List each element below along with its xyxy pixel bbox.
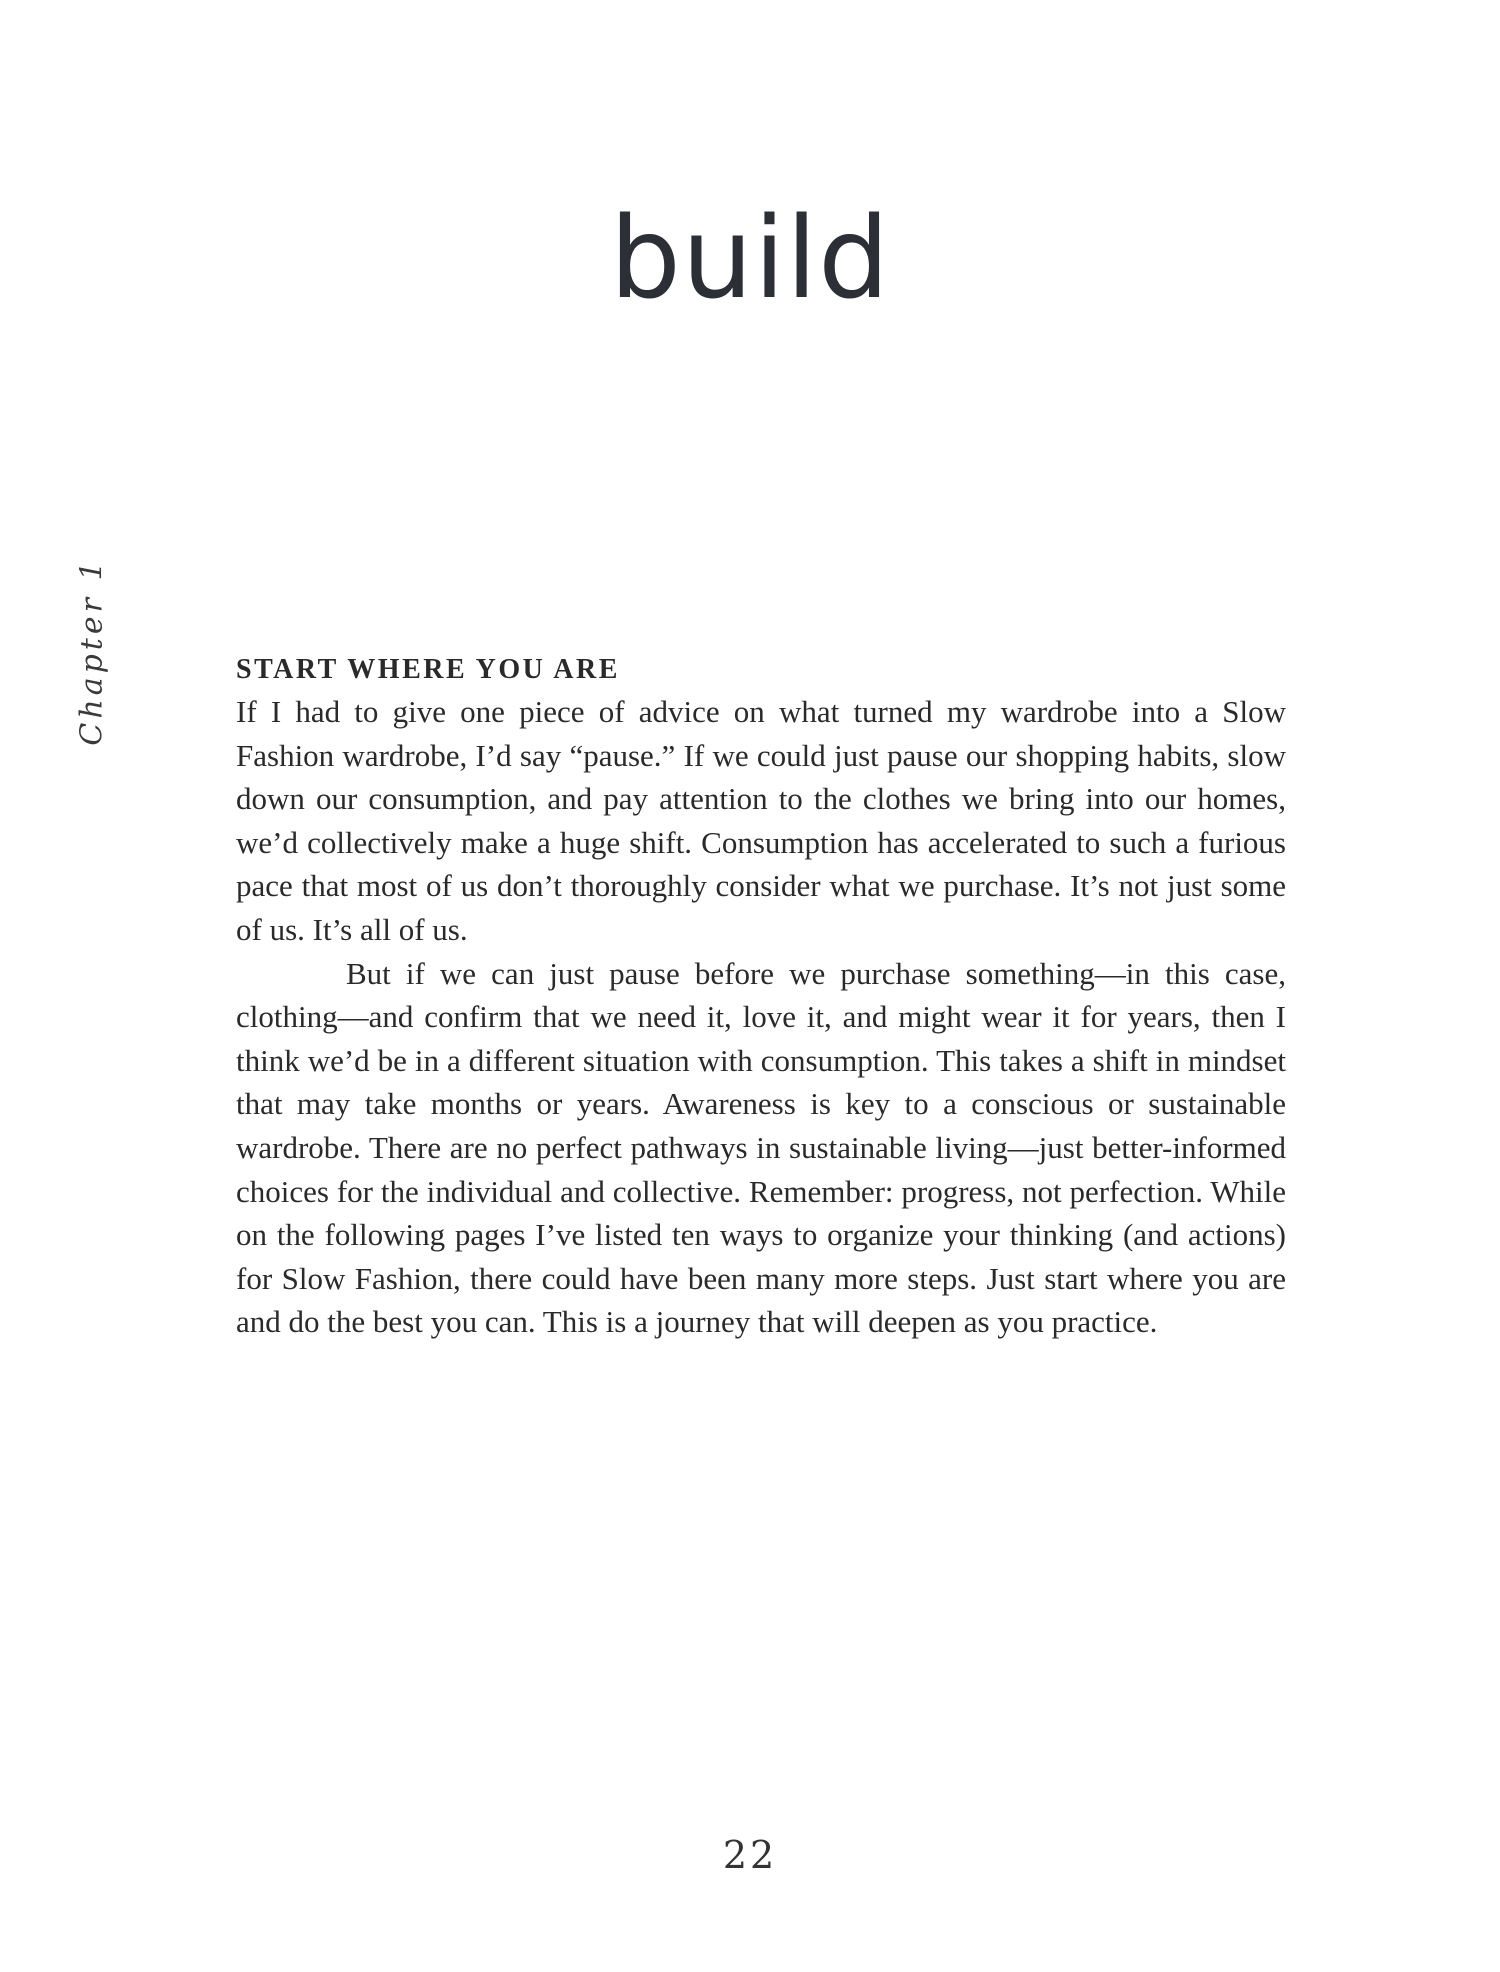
main-content [236, 650, 1286, 1344]
section-heading: START WHERE YOU ARE [236, 654, 620, 685]
page-title: build [609, 194, 891, 325]
page-number: 22 [722, 1833, 778, 1877]
paragraph-2: But if we can just pause before we purchase something—in this case, clothing—and confirm that we need it, love it, and might wear it for years, then I think we’d be in a different situation with consumption. This takes a shift in mindset that may take months or years. Awareness is key to a conscious or sustainable wardrobe. There are no perfect pathways in sustainable living—just better-informed choices for the individual and collective. Remember: progress, not perfection. While on the following pages I’ve listed ten ways to organize your thinking (and actions) for Slow Fashion, there could have been many more steps. Just start where you are and do the best you can. This is a journey that will deepen as you practice. [236, 955, 1286, 1340]
paragraph-1: If I had to give one piece of advice on what turned my wardrobe into a Slow Fashion wardrobe, I’d say “pause.” If we could just pause our shopping habits, slow down our consumption, and pay attention to the clothes we bring into our homes, we’d collectively make a huge shift. Consumption has accelerated to such a furious pace that most of us don’t thoroughly consider what we purchase. It’s not just some of us. It’s all of us. [236, 694, 1286, 947]
chapter-side-label-text: Chapter 1 [74, 557, 110, 746]
